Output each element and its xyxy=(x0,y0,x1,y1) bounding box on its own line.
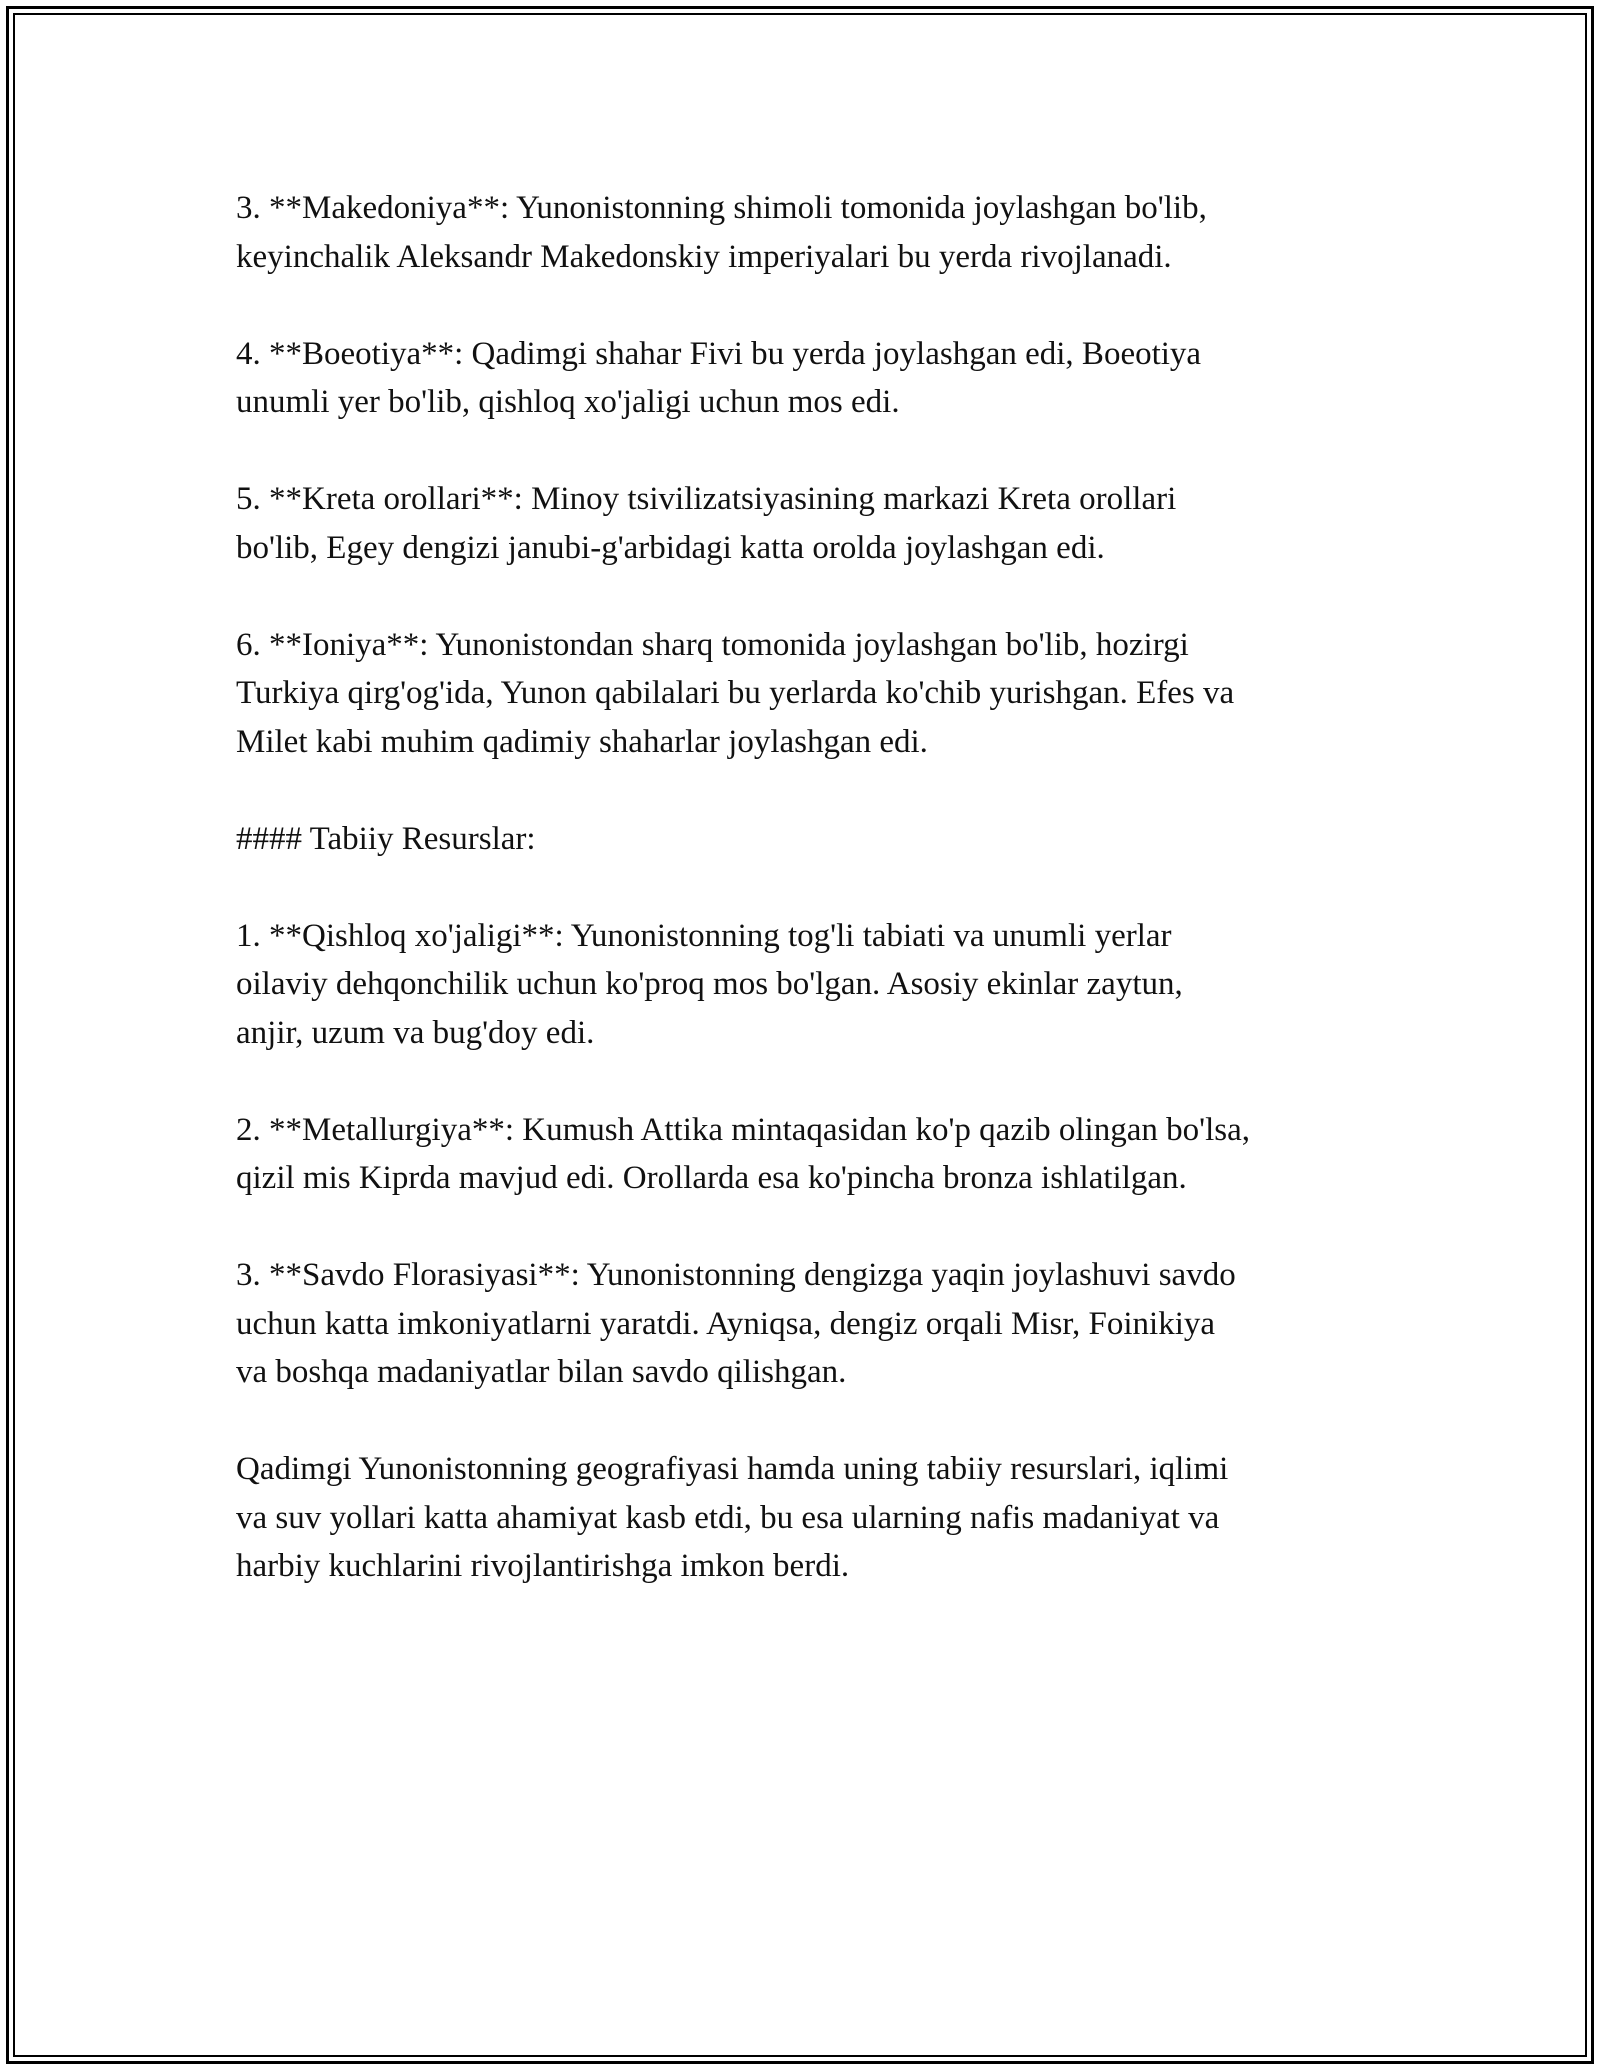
text-line: va boshqa madaniyatlar bilan savdo qilishgan. xyxy=(236,1354,847,1390)
paragraph-makedoniya xyxy=(236,184,1386,281)
text-line: oilaviy dehqonchilik uchun ko'proq mos bo'lgan. Asosiy ekinlar zaytun, xyxy=(236,966,1183,1002)
text-line: Turkiya qirg'og'ida, Yunon qabilalari bu yerlarda ko'chib yurishgan. Efes va xyxy=(236,675,1235,711)
paragraph-savdo xyxy=(236,1251,1386,1397)
text-line: 4. **Boeotiya**: Qadimgi shahar Fivi bu yerda joylashgan edi, Boeotiya xyxy=(236,335,1202,372)
text-line: unumli yer bo'lib, qishloq xo'jaligi uchun mos edi. xyxy=(236,384,900,420)
paragraph-conclusion xyxy=(236,1445,1386,1591)
document-body xyxy=(236,184,1386,1591)
text-line: 3. **Makedoniya**: Yunonistonning shimoli tomonida joylashgan bo'lib, xyxy=(236,190,1207,226)
text-line: uchun katta imkoniyatlarni yaratdi. Ayniqsa, dengiz orqali Misr, Foinikiya xyxy=(236,1305,1216,1342)
paragraph-qishloq-xojaligi xyxy=(236,912,1386,1058)
paragraph-metallurgiya xyxy=(236,1106,1386,1203)
text-line: Milet kabi muhim qadimiy shaharlar joylashgan edi. xyxy=(236,723,928,760)
text-line: 1. **Qishloq xo'jaligi**: Yunonistonning tog'li tabiati va unumli yerlar xyxy=(236,917,1172,954)
text-line: va suv yollari katta ahamiyat kasb etdi, bu esa ularning nafis madaniyat va xyxy=(236,1499,1220,1536)
paragraph-ioniya xyxy=(236,621,1386,767)
text-line: qizil mis Kiprda mavjud edi. Orollarda esa ko'pincha bronza ishlatilgan. xyxy=(236,1160,1187,1196)
text-line: 5. **Kreta orollari**: Minoy tsivilizatsiyasining markazi Kreta orollari xyxy=(236,481,1177,517)
text-line: bo'lib, Egey dengizi janubi-g'arbidagi katta orolda joylashgan edi. xyxy=(236,529,1105,566)
text-line: 2. **Metallurgiya**: Kumush Attika mintaqasidan ko'p qazib olingan bo'lsa, xyxy=(236,1111,1250,1148)
paragraph-boeotiya xyxy=(236,330,1386,427)
section-heading-tabiiy-resurslar xyxy=(236,815,1386,864)
text-line: 3. **Savdo Florasiyasi**: Yunonistonning dengizga yaqin joylashuvi savdo xyxy=(236,1257,1236,1293)
paragraph-kreta xyxy=(236,475,1386,572)
text-line: 6. **Ioniya**: Yunonistondan sharq tomonida joylashgan bo'lib, hozirgi xyxy=(236,626,1189,663)
text-line: Qadimgi Yunonistonning geografiyasi hamda uning tabiiy resurslari, iqlimi xyxy=(236,1451,1229,1487)
text-line: harbiy kuchlarini rivojlantirishga imkon berdi. xyxy=(236,1548,850,1584)
text-line: anjir, uzum va bug'doy edi. xyxy=(236,1014,595,1051)
text-line: keyinchalik Aleksandr Makedonskiy imperiyalari bu yerda rivojlanadi. xyxy=(236,238,1172,275)
heading-text: #### Tabiiy Resurslar: xyxy=(236,820,536,857)
